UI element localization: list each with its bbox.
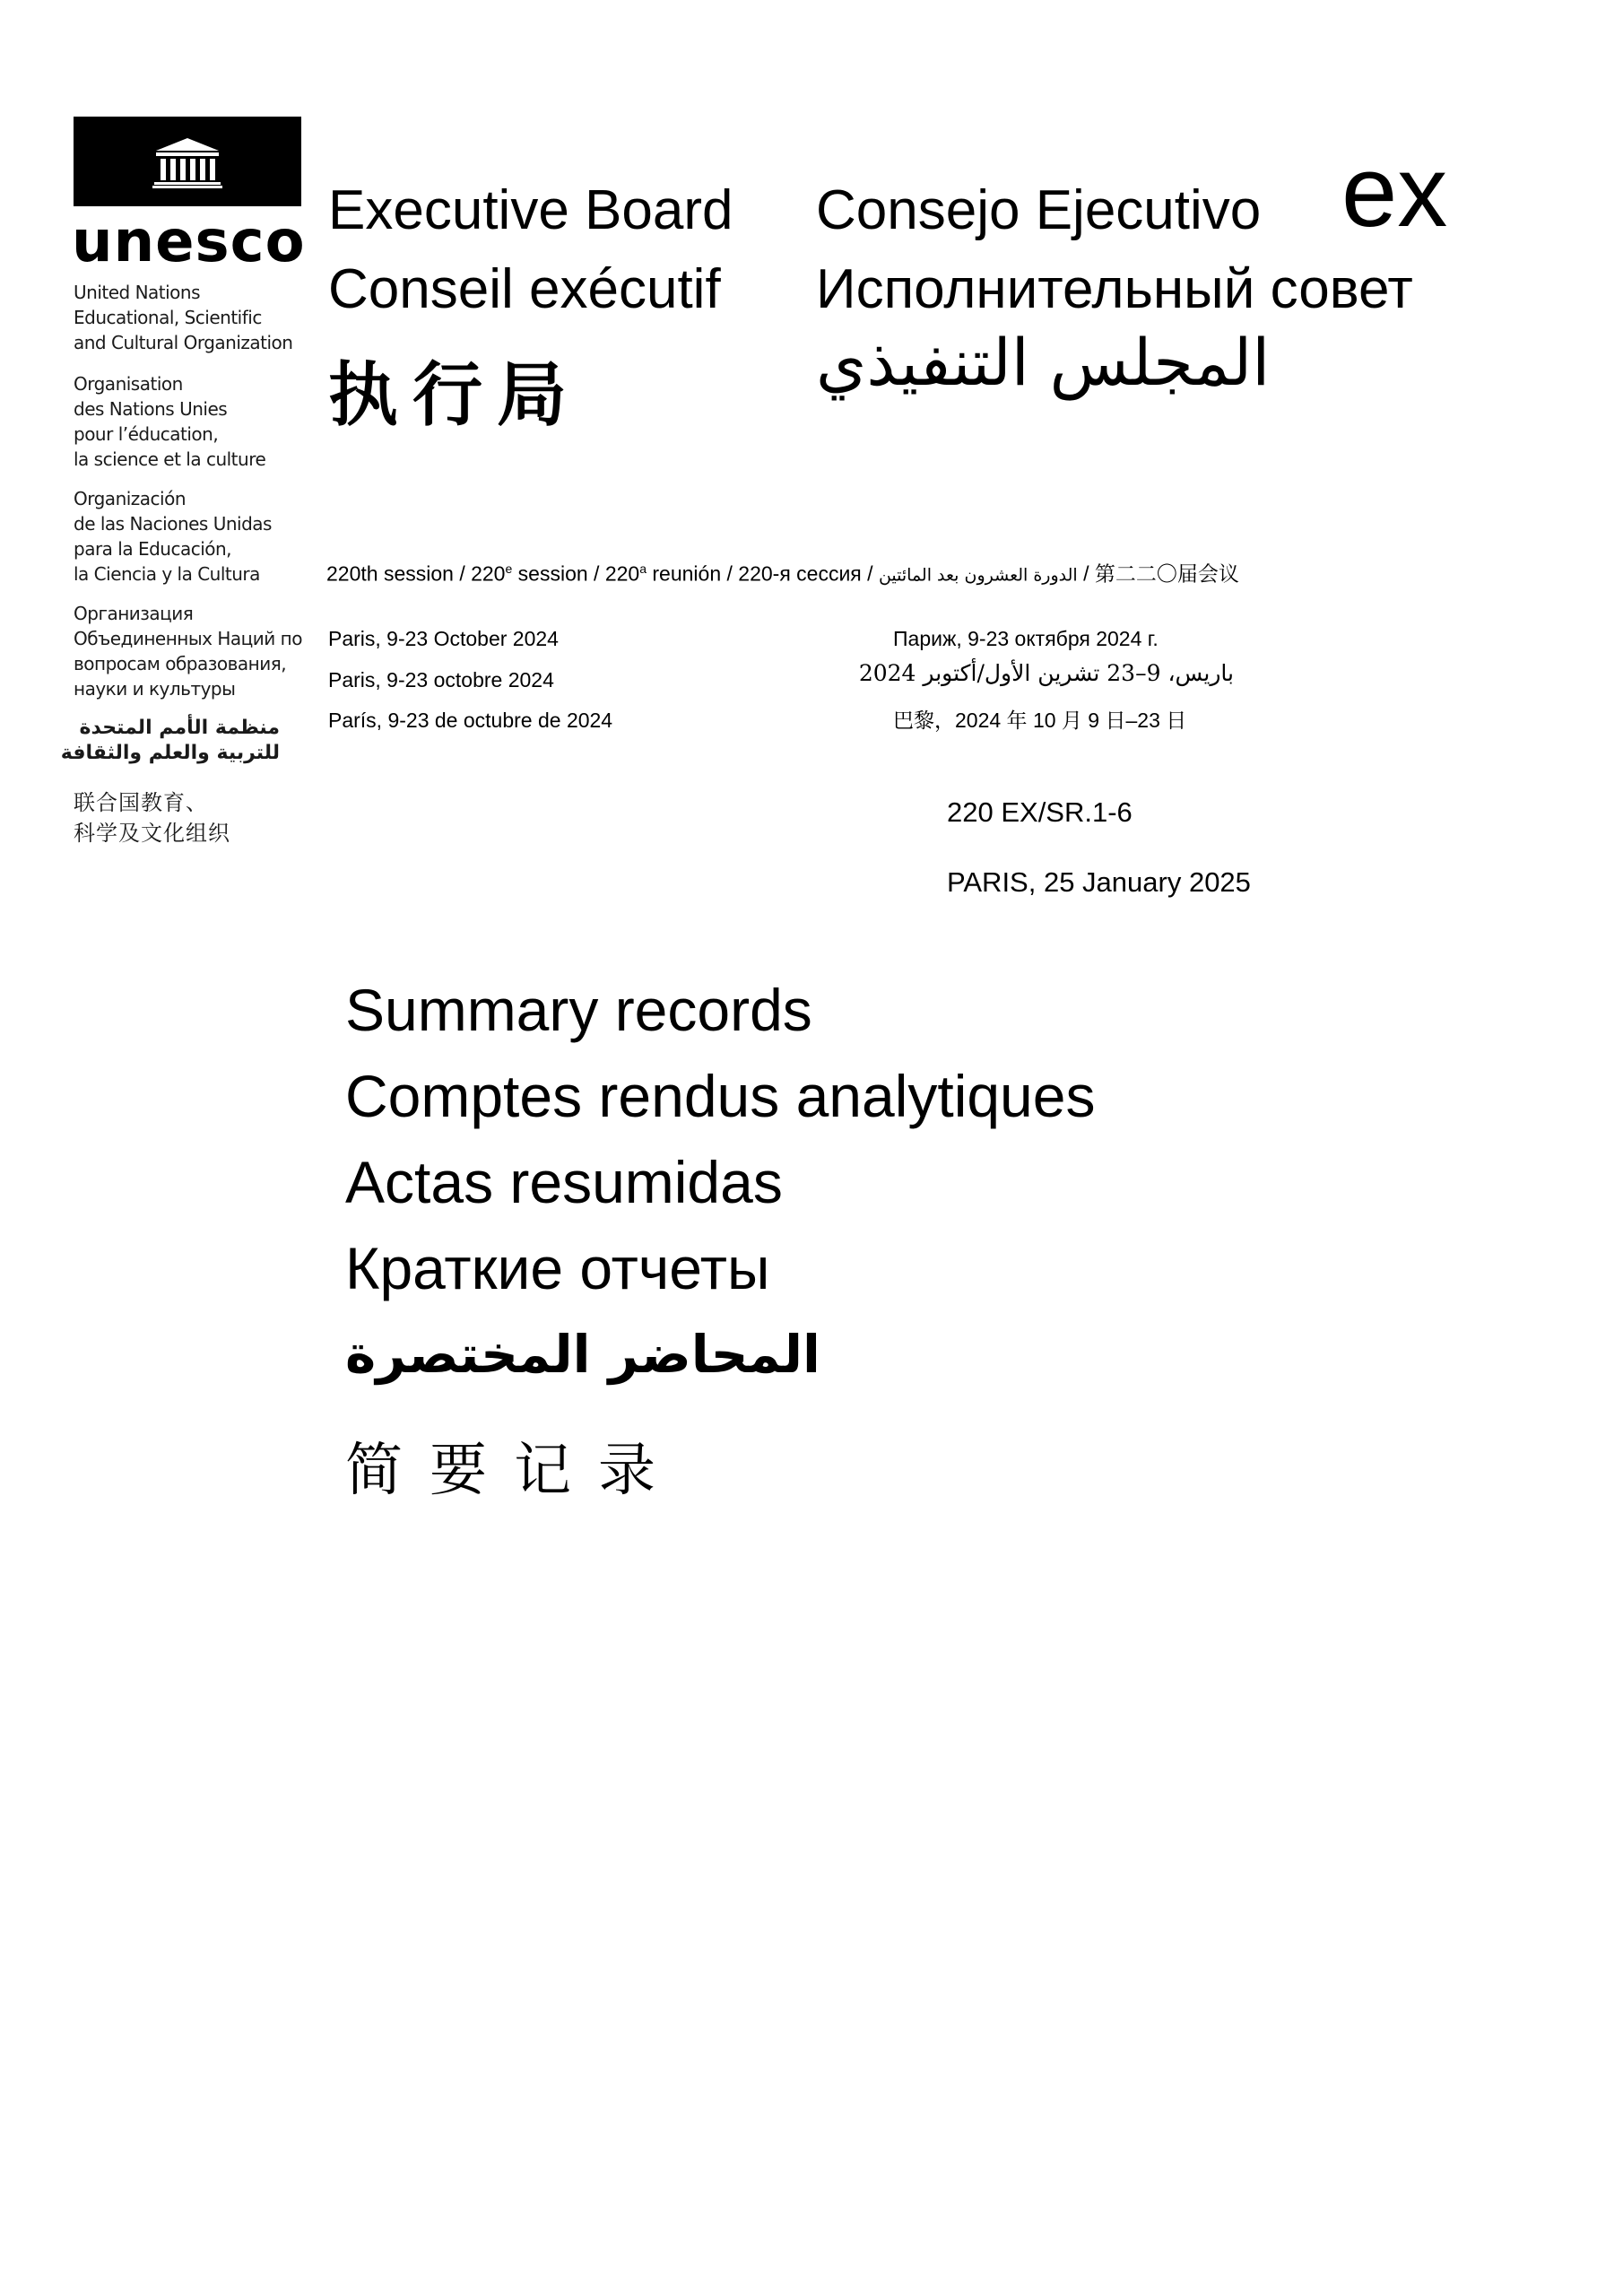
board-title-en: Executive Board [328,179,733,241]
temple-icon [152,136,222,188]
date-zh: 巴黎，2024 年 10 月 9 日–23 日 [893,709,1187,732]
org-name-fr-line: pour l’éducation, [74,423,219,445]
title-ar: المحاضر المختصرة [345,1324,820,1385]
org-name-es-line: de las Naciones Unidas [74,513,272,535]
org-name-en-line: United Nations [74,282,201,303]
board-title-fr: Conseil exécutif [328,258,721,320]
date-es: París, 9-23 de octubre de 2024 [328,709,613,732]
date-en: Paris, 9-23 October 2024 [328,627,559,650]
title-zh: 简要记录 [345,1438,682,1504]
org-name-es [74,486,272,587]
date-fr: Paris, 9-23 octobre 2024 [328,668,554,691]
org-name-ru-line: вопросам образования, [74,653,287,674]
org-name-fr-line: la science et la culture [74,448,266,470]
date-ru: Париж, 9-23 октября 2024 г. [893,627,1159,650]
board-title-es: Consejo Ejecutivo [816,179,1262,241]
org-name-en-line: Educational, Scientific [74,307,262,328]
org-name-zh [74,787,230,848]
org-name-es-line: para la Educación, [74,538,232,560]
title-es: Actas resumidas [345,1149,783,1215]
board-title-ar: المجلس التنفيذي [816,325,1271,400]
document-symbol: 220 EX/SR.1-6 [947,796,1133,828]
date-ar: باريس، 9–23 تشرين الأول/أكتوبر 2024 [858,660,1234,686]
org-name-ru-line: Организация [74,603,194,624]
session-text: reunión / 220-я сессия / [647,561,879,586]
session-sup: a [639,561,647,576]
org-name-es-line: la Ciencia y la Cultura [74,563,260,585]
org-name-en [74,280,292,355]
board-title-ru: Исполнительный совет [816,258,1413,320]
org-name-ar-line: منظمة الأمم المتحدة [79,717,280,739]
session-zh: / 第二二〇届会议 [1077,561,1239,586]
org-name-es-line: Organización [74,488,187,509]
org-name-fr-line: Organisation [74,373,183,395]
org-name-fr [74,371,265,472]
title-fr: Comptes rendus analytiques [345,1063,1096,1129]
org-name-fr-line: des Nations Unies [74,398,228,420]
session-text: 220th session / 220 [326,561,506,586]
title-en: Summary records [345,977,812,1043]
document-date: PARIS, 25 January 2025 [947,866,1251,898]
session-text: session / 220 [512,561,640,586]
org-name-zh-line: 科学及文化组织 [74,821,230,846]
board-title-zh: 执行局 [328,355,582,436]
org-name-ar [60,716,280,766]
org-name-zh-line: 联合国教育、 [74,790,208,815]
session-sup: e [505,561,513,576]
ex-mark: ex [1341,135,1448,248]
unesco-wordmark: unesco [72,209,306,275]
unesco-logo-box [74,117,301,206]
org-name-ar-line: للتربية والعلم والثقافة [60,742,280,764]
session-ar: الدورة العشرون بعد المائتين [878,565,1078,586]
title-ru: Краткие отчеты [345,1235,770,1301]
org-name-ru-line: науки и культуры [74,678,236,700]
org-name-ru-line: Объединенных Наций по [74,628,302,649]
session-line [326,555,1239,589]
org-name-ru [74,601,302,701]
org-name-en-line: and Cultural Organization [74,332,293,353]
